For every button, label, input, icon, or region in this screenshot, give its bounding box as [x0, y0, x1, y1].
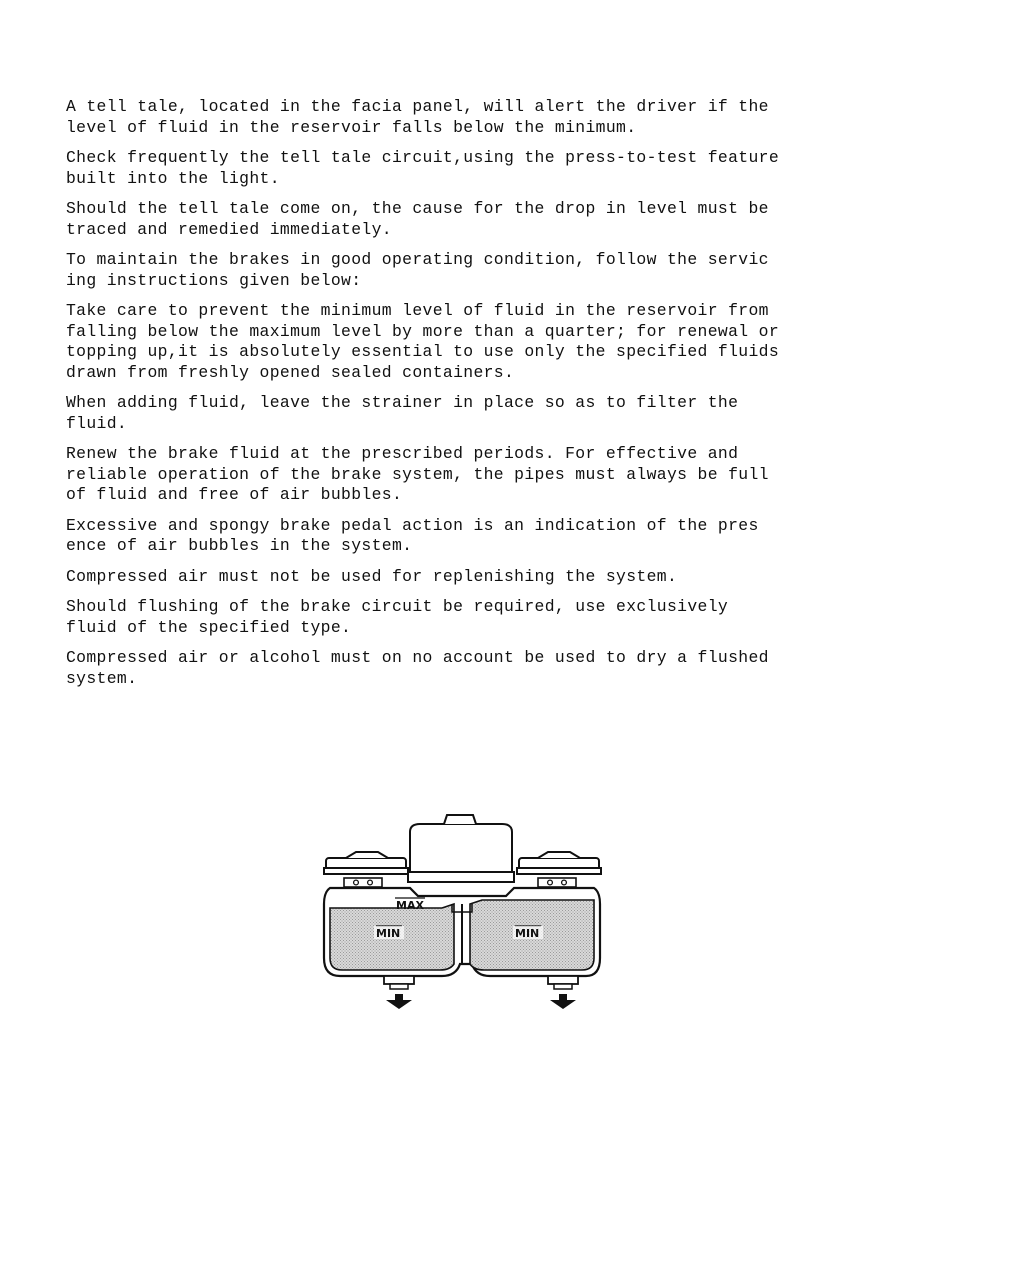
- paragraph-check-circuit: Check frequently the tell tale circuit,using the press-to-test feature built into the light.: [66, 148, 780, 188]
- paragraph-tell-tale: A tell tale, located in the facia panel, will alert the driver if the level of fluid in the reservoir falls below the minimum.: [66, 97, 769, 137]
- paragraph-renew-fluid: Renew the brake fluid at the prescribed periods. For effective and reliable operation of the brake system, the pipes must always be full of fluid and free of air bubbles.: [66, 444, 769, 504]
- paragraph-flushing: Should flushing of the brake circuit be required, use exclusively fluid of the specified type.: [66, 597, 729, 637]
- brake-reservoir-diagram: [316, 808, 616, 1018]
- right-terminal-strip: [538, 878, 576, 887]
- paragraph-servicing-intro: To maintain the brakes in good operating condition, follow the servic ing instructions given below:: [66, 250, 769, 290]
- paragraph-drying: Compressed air or alcohol must on no account be used to dry a flushed system.: [66, 648, 769, 688]
- right-outlet: [548, 976, 578, 989]
- right-flow-arrow-icon: [550, 994, 576, 1009]
- paragraph-strainer: When adding fluid, leave the strainer in place so as to filter the fluid.: [66, 393, 739, 433]
- paragraph-tell-tale-on: Should the tell tale come on, the cause for the drop in level must be traced and remedied immediately.: [66, 199, 769, 239]
- min-label-left: MIN: [376, 927, 401, 940]
- min-label-right: MIN: [515, 927, 540, 940]
- center-filler-cap: [408, 815, 514, 882]
- left-flow-arrow-icon: [386, 994, 412, 1009]
- right-cap: [517, 852, 601, 874]
- paragraph-fluid-level: Take care to prevent the minimum level of fluid in the reservoir from falling below the maximum level by more than a quarter; for renewal or topping up,it is absolutely essential to use only the specified fluids drawn from freshly opened sealed containers.: [66, 301, 780, 382]
- left-outlet: [384, 976, 414, 989]
- left-terminal-strip: [344, 878, 382, 887]
- paragraph-air-bubbles: Excessive and spongy brake pedal action is an indication of the pres ence of air bubbles in the system.: [66, 515, 759, 555]
- paragraph-compressed-air: Compressed air must not be used for replenishing the system.: [66, 566, 678, 586]
- max-label: MAX: [396, 899, 424, 912]
- body-text: [66, 97, 876, 699]
- left-cap: [324, 852, 408, 874]
